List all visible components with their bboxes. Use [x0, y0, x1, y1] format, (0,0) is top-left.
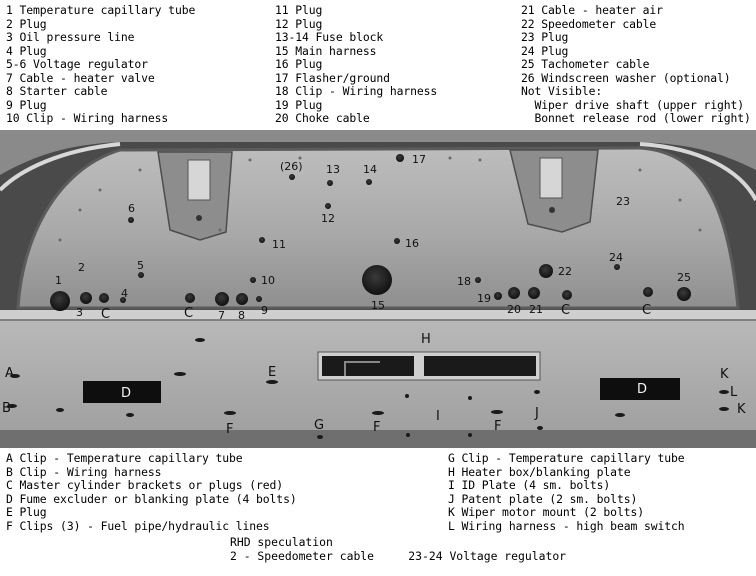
legend-bottom-column-2 — [448, 452, 685, 533]
legend-top-col2-item: 13-14 Fuse block — [275, 30, 384, 44]
legend-top-column-3 — [521, 4, 751, 126]
callout-20: 20 — [507, 303, 521, 316]
callout-e: E — [268, 365, 277, 380]
callout-21: 21 — [529, 303, 543, 316]
callout-12: 12 — [321, 212, 335, 225]
legend-top-col3-item: Bonnet release rod (lower right) — [521, 111, 751, 125]
bulkhead-photo-drawing — [0, 130, 756, 448]
legend-top-col2-item: 18 Clip - Wiring harness — [275, 84, 438, 98]
callout-c-1: C — [101, 307, 111, 322]
legend-top-col2-item: 17 Flasher/ground — [275, 70, 390, 85]
legend-bottom-col1-item: E Plug — [6, 505, 47, 519]
legend-top-col3-item: Not Visible: — [521, 84, 603, 98]
callout-c-3: C — [561, 303, 571, 318]
callout-3: 3 — [76, 306, 83, 319]
callout-22: 22 — [558, 265, 572, 278]
legend-top-col2-item: 19 Plug — [275, 97, 323, 112]
callout-h: H — [421, 332, 431, 347]
legend-top-col3-item: 23 Plug — [521, 30, 569, 44]
legend-top-col1-item: 2 Plug — [6, 16, 47, 31]
callout-23: 23 — [616, 195, 630, 208]
left-bracket — [158, 152, 232, 240]
callout-d-1: D — [121, 386, 132, 401]
legend-top-col2-item: 11 Plug — [275, 3, 323, 17]
callout-11: 11 — [272, 238, 286, 251]
callout-17: 17 — [412, 153, 426, 166]
callout-f-1: F — [226, 422, 234, 437]
callout-b: B — [2, 401, 11, 416]
callout-24: 24 — [609, 251, 623, 264]
legend-bottom-col1-item: F Clips (3) - Fuel pipe/hydraulic lines — [6, 518, 270, 533]
legend-top-col3-item: 21 Cable - heater air — [521, 3, 663, 17]
callout-5: 5 — [137, 259, 144, 272]
legend-top-col3-item: 24 Plug — [521, 43, 569, 58]
callout-f-3: F — [494, 419, 502, 434]
legend-top-col3-item: 26 Windscreen washer (optional) — [521, 70, 731, 85]
callout-d-2: D — [637, 382, 648, 397]
legend-top-col1-item: 5-6 Voltage regulator — [6, 57, 148, 71]
legend-bottom-col2-item: I ID Plate (4 sm. bolts) — [448, 478, 611, 492]
callout-16: 16 — [405, 237, 419, 250]
rhd-speculation — [230, 535, 566, 563]
rhd-title: RHD speculation — [230, 535, 333, 549]
callout-15: 15 — [371, 299, 385, 312]
callout-14: 14 — [363, 163, 377, 176]
callout-l: L — [730, 385, 738, 400]
callout-i: I — [436, 409, 440, 424]
legend-bottom-col2-item: G Clip - Temperature capillary tube — [448, 451, 685, 465]
legend-top-col2-item: 12 Plug — [275, 16, 323, 31]
callout-13: 13 — [326, 163, 340, 176]
bulkhead-photo — [0, 130, 756, 448]
callout-c-4: C — [642, 303, 652, 318]
legend-top-col1-item: 1 Temperature capillary tube — [6, 3, 196, 17]
legend-top-column-2 — [275, 4, 437, 126]
legend-top-col3-item: 22 Speedometer cable — [521, 16, 657, 31]
callout-8: 8 — [238, 309, 245, 322]
callout-j: J — [535, 406, 539, 421]
callout-k-1: K — [720, 367, 729, 382]
callout-f-2: F — [373, 420, 381, 435]
callout-26: (26) — [280, 160, 303, 173]
legend-bottom-col1-item: B Clip - Wiring harness — [6, 464, 162, 479]
legend-bottom-col2-item: K Wiper motor mount (2 bolts) — [448, 505, 644, 519]
callout-9: 9 — [261, 304, 268, 317]
callout-10: 10 — [261, 274, 275, 287]
legend-top-col2-item: 15 Main harness — [275, 43, 377, 58]
callout-25: 25 — [677, 271, 691, 284]
legend-top-col1-item: 3 Oil pressure line — [6, 30, 135, 44]
callout-c-2: C — [184, 306, 194, 321]
callout-6: 6 — [128, 202, 135, 215]
callout-18: 18 — [457, 275, 471, 288]
callout-2: 2 — [78, 261, 85, 274]
legend-top-col2-item: 16 Plug — [275, 57, 323, 71]
callout-7: 7 — [218, 309, 225, 322]
legend-bottom-col2-item: L Wiring harness - high beam switch — [448, 518, 685, 533]
legend-top-col1-item: 10 Clip - Wiring harness — [6, 111, 169, 125]
callout-1: 1 — [55, 274, 62, 287]
legend-top-col1-item: 7 Cable - heater valve — [6, 70, 155, 85]
legend-bottom-column-1 — [6, 452, 297, 533]
legend-bottom-col1-item: C Master cylinder brackets or plugs (red) — [6, 478, 284, 492]
legend-bottom-col2-item: J Patent plate (2 sm. bolts) — [448, 491, 638, 506]
legend-bottom-col2-item: H Heater box/blanking plate — [448, 464, 631, 479]
rhd-line: 2 - Speedometer cable 23-24 Voltage regulator — [230, 549, 567, 563]
callout-k-2: K — [737, 402, 746, 417]
legend-bottom-col1-item: A Clip - Temperature capillary tube — [6, 451, 243, 465]
legend-top-col3-item: 25 Tachometer cable — [521, 57, 650, 71]
legend-top-col1-item: 4 Plug — [6, 43, 47, 58]
legend-top-column-1 — [6, 4, 195, 126]
callout-4: 4 — [121, 287, 128, 300]
callout-19: 19 — [477, 292, 491, 305]
callout-g: G — [314, 418, 325, 433]
legend-top-col2-item: 20 Choke cable — [275, 111, 370, 125]
legend-top-col1-item: 8 Starter cable — [6, 84, 108, 98]
legend-top-col3-item: Wiper drive shaft (upper right) — [521, 97, 745, 112]
callout-a: A — [5, 366, 14, 381]
legend-top-col1-item: 9 Plug — [6, 97, 47, 112]
legend-bottom-col1-item: D Fume excluder or blanking plate (4 bolts) — [6, 491, 297, 506]
